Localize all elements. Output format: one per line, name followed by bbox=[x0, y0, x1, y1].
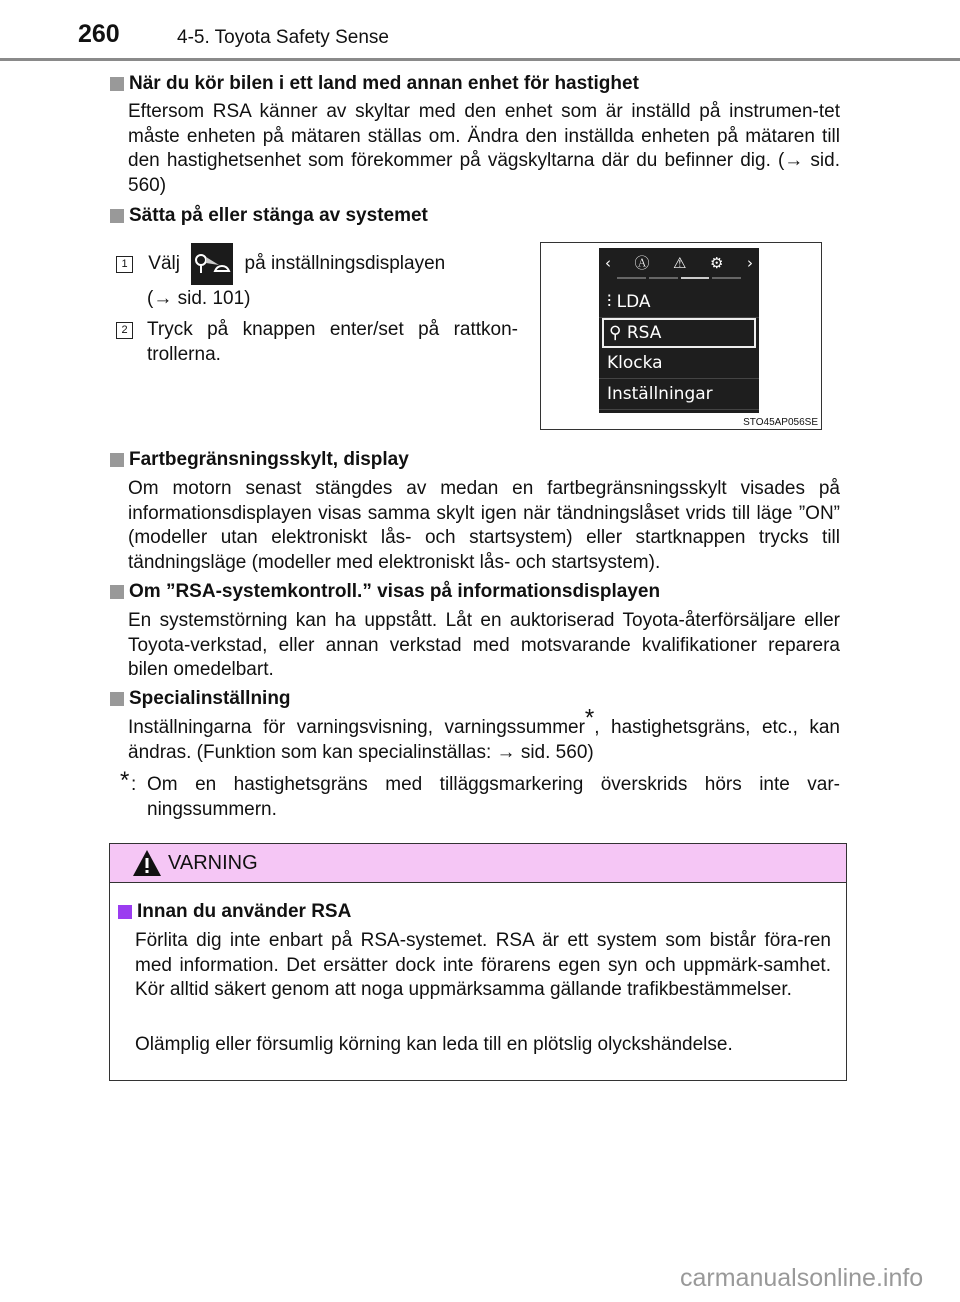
gear-icon: ⚙ bbox=[710, 253, 724, 272]
footnote-marker: * bbox=[584, 704, 595, 732]
rsa-icon bbox=[191, 243, 233, 285]
step-2 bbox=[116, 318, 518, 367]
menu-item-lda: ⫶ LDA bbox=[599, 287, 759, 318]
paragraph: Eftersom RSA känner av skyltar med den enhet som är inställd på instrumen-tet måste enheten på mätaren ställas om. Ändra den inställda enheten på mätaren till den hastighetsenhet som förekommer på vägskyltarna där du befinner dig. (→ sid. 560) bbox=[128, 101, 840, 196]
step-text: på inställningsdisplayen bbox=[244, 253, 446, 275]
paragraph: Om motorn senast stängdes av medan en fartbegränsningsskylt visades på informationsdisplayen visas samma skylt igen när tändningslåset vrids till läge ”ON” (modeller utan elektroniskt lås- och startsystem) eller startknappen trycks till tändningsläge (modeller med elektroniskt lås- och startsystem). bbox=[128, 478, 840, 573]
heading-text: Sätta på eller stänga av systemet bbox=[129, 205, 428, 226]
section-heading bbox=[110, 205, 428, 227]
auto-icon: Ⓐ bbox=[634, 254, 650, 272]
watermark: carmanualsonline.info bbox=[680, 1264, 924, 1292]
step-text: Tryck på knappen enter/set på rattkon-trollerna. bbox=[147, 319, 518, 365]
rsa-icon: ⚲ bbox=[609, 323, 627, 343]
bullet-square-icon bbox=[110, 77, 124, 91]
step-number: 1 bbox=[116, 256, 133, 273]
page-reference: (→ sid. 101) bbox=[147, 288, 251, 309]
warning-icon: ⚠ bbox=[673, 253, 687, 272]
display-tab-bar bbox=[599, 248, 759, 277]
menu-item-installningar: Inställningar bbox=[599, 379, 759, 410]
menu-item-klocka: Klocka bbox=[599, 348, 759, 379]
section-heading bbox=[110, 581, 660, 603]
display-screen bbox=[599, 248, 759, 413]
chevron-right-icon: › bbox=[746, 253, 753, 272]
paragraph: En systemstörning kan ha uppstått. Låt en auktoriserad Toyota-återförsäljare eller Toyota-verkstad, eller annan verkstad med motsvarande kvalifikationer reparera bilen omedelbart. bbox=[128, 610, 840, 680]
section-heading bbox=[110, 688, 291, 710]
heading-text: När du kör bilen i ett land med annan enhet för hastighet bbox=[129, 73, 639, 94]
section-heading bbox=[110, 449, 409, 471]
warning-box bbox=[109, 843, 847, 1081]
step-text: Välj bbox=[148, 253, 180, 275]
warning-paragraph: Förlita dig inte enbart på RSA-systemet. RSA är ett system som bistår föra-ren med information. Det ersätter dock inte förarens egen syn och uppmärk-samhet. Kör alltid säkert genom att noga uppmärksamma gällande trafikbestämmelser. bbox=[135, 930, 831, 1000]
warning-heading: Innan du använder RSA bbox=[118, 901, 351, 923]
bullet-square-icon bbox=[110, 209, 124, 223]
bullet-square-icon bbox=[110, 585, 124, 599]
step-1 bbox=[116, 243, 445, 312]
display-tab-indicator bbox=[599, 277, 759, 279]
section-heading bbox=[110, 73, 639, 95]
paragraph: Inställningarna för varningsvisning, varningssummer*, hastighetsgräns, etc., kan ändras. (Funktion som kan specialinställas: → sid. 560) bbox=[128, 704, 840, 763]
settings-display-figure bbox=[540, 242, 822, 430]
step-number: 2 bbox=[116, 322, 133, 339]
bullet-square-icon bbox=[118, 905, 132, 919]
warning-paragraph: Olämplig eller försumlig körning kan leda till en plötslig olyckshändelse. bbox=[135, 1034, 733, 1055]
chapter-title: 4-5. Toyota Safety Sense bbox=[177, 27, 389, 48]
bullet-square-icon bbox=[110, 453, 124, 467]
heading-text: Fartbegränsningsskylt, display bbox=[129, 449, 409, 470]
footnote: * : Om en hastighetsgräns med tilläggsmarkering överskrids hörs inte var-ningssummern. bbox=[120, 767, 840, 820]
warning-header bbox=[110, 844, 846, 883]
menu-item-rsa: ⚲ RSA bbox=[602, 318, 756, 348]
chevron-left-icon: ‹ bbox=[605, 253, 611, 272]
header-rule bbox=[0, 58, 960, 61]
page-number: 260 bbox=[78, 20, 120, 48]
bullet-square-icon bbox=[110, 692, 124, 706]
heading-text: Om ”RSA-systemkontroll.” visas på informationsdisplayen bbox=[129, 581, 661, 602]
warning-title: VARNING bbox=[168, 851, 258, 874]
figure-caption: STO45AP056SE bbox=[743, 417, 818, 428]
lda-icon: ⫶ bbox=[607, 292, 617, 312]
heading-text: Specialinställning bbox=[129, 688, 291, 709]
warning-triangle-icon bbox=[132, 849, 162, 877]
